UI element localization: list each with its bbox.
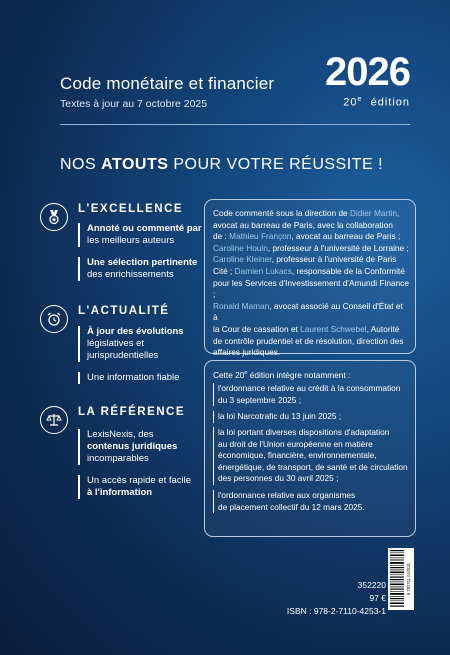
barcode — [388, 548, 414, 610]
new-edition-box — [204, 360, 416, 537]
isbn: ISBN : 978-2-7110-4253-1 — [286, 606, 386, 616]
edition-intro: Cette 20e édition intègre notamment : — [213, 369, 351, 380]
price: 97 € — [369, 593, 386, 603]
section-title: L'EXCELLENCE — [78, 203, 184, 215]
authors-box — [204, 199, 416, 358]
bullet-item: LexisNexis, des contenus juridiques incomparables — [78, 429, 215, 465]
section-title: L'ACTUALITÉ — [78, 305, 170, 317]
scales-icon — [40, 406, 68, 434]
barcode-digits: 9 782711 042531 — [406, 562, 411, 596]
authors-text: Code commenté sous la direction de Didier Martin, avocat au barreau de Paris, avec la collaboration de : Mathieu Françon, avocat au barreau de Paris ; Caroline Houin, professeur à l'université de Lorraine ; Caroline Kleiner, professeur à l'université de Paris Cité ; Damien Lukacs, responsable de la Conformité pour les Services d'Investissement d'Amundi Finance ; Ronald Maman, avocat associé au Conseil d'État et à la Cour de cassation et Laurent Schwebel, Autorité de contrôle prudentiel et de résolution, direction des affaires juridiques. — [213, 208, 409, 358]
slogan: NOS ATOUTS POUR VOTRE RÉUSSITE ! — [60, 156, 384, 173]
edition-label: 20e édition — [343, 96, 410, 109]
list-item: l'ordonnance relative aux organismes de placement collectif du 12 mars 2025. — [213, 490, 414, 513]
product-code: 352220 — [357, 580, 386, 590]
alarm-clock-icon — [40, 305, 68, 333]
list-item: l'ordonnance relative au crédit à la consommation du 3 septembre 2025 ; — [213, 383, 414, 406]
list-item: la loi portant diverses dispositions d'adaptation au droit de l'Union européenne en matière économique, financière, environnementale, énergétique, de transport, de santé et de circulation des personnes du 30 avril 2025 ; — [213, 427, 414, 485]
section-title: LA RÉFÉRENCE — [78, 406, 186, 418]
bullet-item: Une information fiable — [78, 372, 215, 384]
bullet-item: Annoté ou commenté par les meilleurs auteurs — [78, 223, 215, 247]
header-divider — [60, 124, 410, 125]
book-subtitle: Textes à jour au 7 octobre 2025 — [60, 98, 208, 110]
book-title: Code monétaire et financier — [60, 74, 275, 93]
bullet-item: Un accès rapide et facile à l'information — [78, 475, 215, 499]
bullet-item: Une sélection pertinente des enrichissements — [78, 257, 215, 281]
bullet-item: À jour des évolutions législatives et jurisprudentielles — [78, 326, 215, 362]
edition-year: 2026 — [325, 50, 410, 94]
medal-icon — [40, 203, 68, 231]
list-item: la loi Narcotrafic du 13 juin 2025 ; — [213, 411, 414, 423]
